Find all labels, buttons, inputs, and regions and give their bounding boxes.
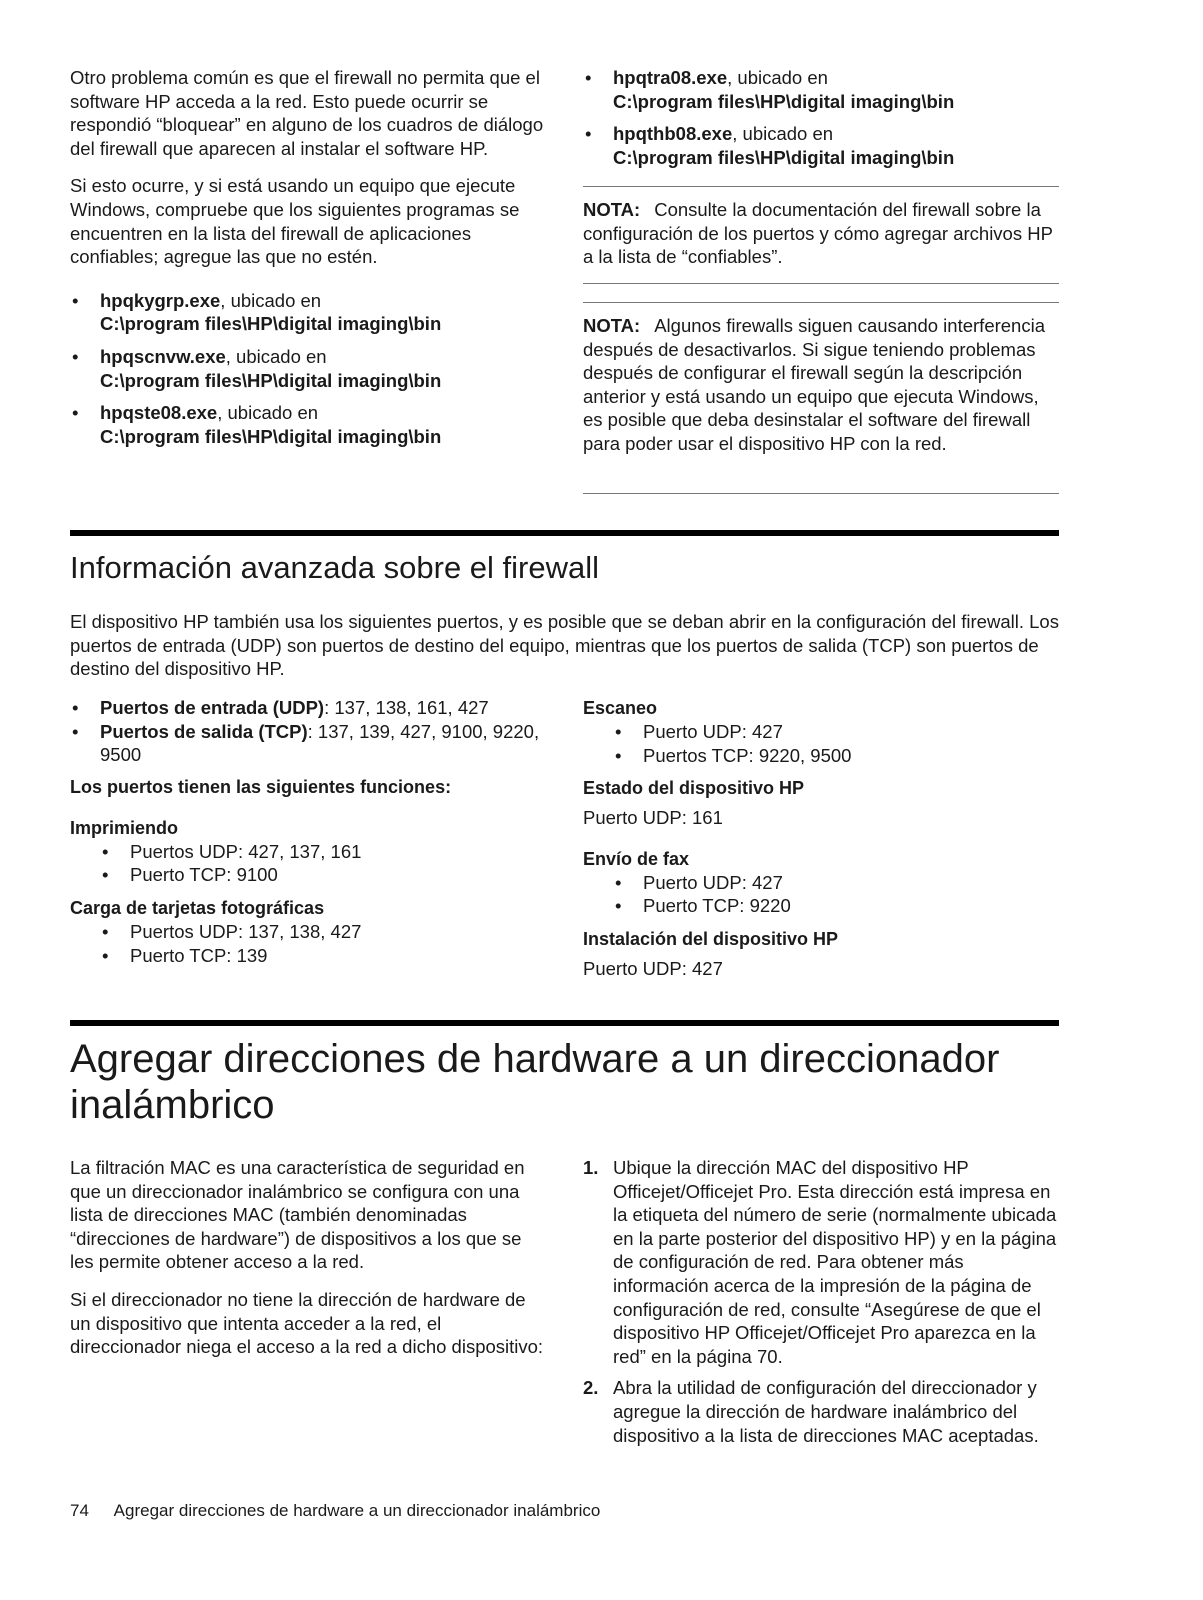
program-path: C:\program files\HP\digital imaging\bin <box>100 313 442 335</box>
list-item: • Puertos de entrada (UDP): 137, 138, 161, 427 <box>40 696 545 720</box>
section-rule <box>70 530 1059 536</box>
program-path: C:\program files\HP\digital imaging\bin <box>613 90 955 112</box>
note-text: Algunos firewalls siguen causando interferencia después de desactivarlos. Si sigue teniendo problemas después de configurar el firewall según la descripción anterior y está usando un equipo que ejecuta Windows, es posible que deba desinstalar el software del firewall para poder usar el dispositivo HP con la red. <box>583 315 1045 454</box>
list-item <box>583 1156 1061 1368</box>
divider <box>583 493 1059 494</box>
page-footer <box>70 1500 600 1522</box>
device-install-value: Puerto UDP: 427 <box>583 957 723 979</box>
functions-label: Los puertos tienen las siguientes funciones: <box>70 776 452 797</box>
list-item: • Puertos TCP: 9220, 9500 <box>583 744 1061 768</box>
mac-filter-paragraph: La filtración MAC es una característica de seguridad en que un direccionador inalámbrico se configura con una lista de direcciones MAC (también denominadas “direcciones de hardware”) de dispositivos a los que se les permite obtener acceso a la red. <box>70 1157 525 1273</box>
top-left-column <box>70 66 545 448</box>
list-item: • hpqthb08.exe, ubicado en C:\program files\HP\digital imaging\bin <box>553 122 1061 169</box>
note-label: NOTA: <box>583 315 641 336</box>
section-heading: Información avanzada sobre el firewall <box>70 550 599 585</box>
program-path: C:\program files\HP\digital imaging\bin <box>100 425 442 447</box>
mac-left-column <box>70 1156 545 1359</box>
program-path: C:\program files\HP\digital imaging\bin <box>613 146 955 168</box>
list-item: • hpqscnvw.exe, ubicado en C:\program files\HP\digital imaging\bin <box>40 345 545 392</box>
program-list-left <box>40 289 545 449</box>
fax-label: Envío de fax <box>583 848 690 869</box>
divider <box>583 302 1059 303</box>
ports-intro-paragraph: El dispositivo HP también usa los siguientes puertos, y es posible que se deban abrir en la configuración del firewall. Los puertos de entrada (UDP) son puertos de destino del equipo, mientras que los puertos de salida (TCP) son puertos de destino del dispositivo HP. <box>70 611 1059 680</box>
list-item: • Puertos UDP: 427, 137, 161 <box>70 840 545 864</box>
device-status-value: Puerto UDP: 161 <box>583 807 723 829</box>
device-install-label: Instalación del dispositivo HP <box>583 928 839 949</box>
firewall-problem-paragraph: Otro problema común es que el firewall no permita que el software HP acceda a la red. Esto puede ocurrir se respondió “bloquear” en alguno de los cuadros de diálogo del firewall que aparecen al instalar el software HP. <box>70 67 544 159</box>
list-item: • Puerto UDP: 427 <box>583 871 1061 895</box>
scan-list <box>583 720 1061 767</box>
list-item <box>583 1376 1061 1447</box>
note-ports <box>583 198 1061 269</box>
page-title: Agregar direcciones de hardware a un direccionador inalámbrico <box>70 1037 1000 1127</box>
ports-left-column <box>70 696 545 967</box>
section-rule <box>70 1020 1059 1026</box>
windows-check-paragraph: Si esto ocurre, y si está usando un equipo que ejecute Windows, compruebe que los siguientes programas se encuentren en la lista del firewall de aplicaciones confiables; agregue las que no estén. <box>70 175 520 268</box>
divider <box>583 283 1059 284</box>
program-path: C:\program files\HP\digital imaging\bin <box>100 369 442 391</box>
note-firewall-interference <box>583 314 1061 456</box>
mac-steps-column <box>583 1156 1061 1447</box>
note-label: NOTA: <box>583 199 641 220</box>
device-status-label: Estado del dispositivo HP <box>583 778 805 799</box>
printing-label: Imprimiendo <box>70 817 179 838</box>
photo-cards-list <box>70 920 545 967</box>
steps-list <box>583 1156 1061 1447</box>
port-summary-list <box>40 696 545 767</box>
divider <box>583 186 1059 187</box>
list-item: • Puerto UDP: 427 <box>583 720 1061 744</box>
list-item: • Puertos UDP: 137, 138, 427 <box>70 920 545 944</box>
list-item: • Puerto TCP: 139 <box>70 944 545 968</box>
step-text: Ubique la dirección MAC del dispositivo HP Officejet/Officejet Pro. Esta dirección está impresa en la etiqueta del número de serie (normalmente ubicada en la parte posterior del dispositivo HP) y en la página de configuración de red. Para obtener más información acerca de la impresión de la página de configuración de red, consulte “Asegúrese de que el dispositivo HP Officejet/Officejet Pro aparezca en la red” en la página 70. <box>613 1157 1057 1367</box>
mac-deny-paragraph: Si el direccionador no tiene la dirección de hardware de un dispositivo que intenta acceder a la red, el direccionador niega el acceso a la red a dicho dispositivo: <box>70 1288 544 1358</box>
footer-title: Agregar direcciones de hardware a un direccionador inalámbrico <box>113 1501 601 1520</box>
list-item: • hpqtra08.exe, ubicado en C:\program files\HP\digital imaging\bin <box>553 66 1061 113</box>
fax-list <box>583 871 1061 918</box>
printing-list <box>70 840 545 887</box>
note-text: Consulte la documentación del firewall sobre la configuración de los puertos y cómo agregar archivos HP a la lista de “confiables”. <box>583 199 1053 268</box>
step-text: Abra la utilidad de configuración del direccionador y agregue la dirección de hardware inalámbrico del dispositivo a la lista de direcciones MAC aceptadas. <box>613 1377 1039 1446</box>
scan-label: Escaneo <box>583 698 658 718</box>
ports-right-column <box>583 696 1061 981</box>
page-number: 74 <box>70 1501 89 1520</box>
list-item: • hpqste08.exe, ubicado en C:\program files\HP\digital imaging\bin <box>40 401 545 448</box>
top-right-column <box>583 66 1061 169</box>
step-number: 1. <box>583 1157 599 1178</box>
list-item: • Puertos de salida (TCP): 137, 139, 427, 9100, 9220, 9500 <box>40 720 545 767</box>
list-item: • Puerto TCP: 9220 <box>583 894 1061 918</box>
list-item: • hpqkygrp.exe, ubicado en C:\program files\HP\digital imaging\bin <box>40 289 545 336</box>
list-item: • Puerto TCP: 9100 <box>70 863 545 887</box>
step-number: 2. <box>583 1377 599 1399</box>
photo-cards-label: Carga de tarjetas fotográficas <box>70 897 325 918</box>
program-list-right <box>583 66 1061 169</box>
